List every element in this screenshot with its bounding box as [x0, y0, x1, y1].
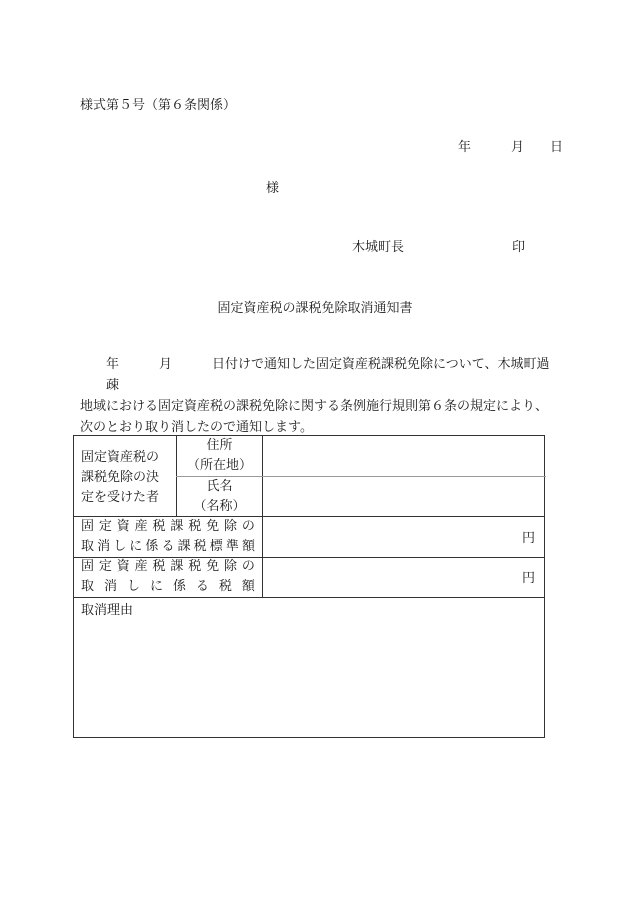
addressee-suffix: 様	[266, 181, 280, 196]
date-day: 日	[550, 140, 564, 155]
reason-value[interactable]	[75, 620, 543, 736]
date-line	[458, 136, 563, 155]
tax-amount-yen-unit: 円	[521, 571, 535, 586]
name-value[interactable]	[263, 477, 543, 516]
date-year: 年	[458, 140, 472, 155]
tax-base-yen-unit: 円	[521, 531, 535, 546]
seal-mark: 印	[512, 240, 526, 255]
form-number: 様式第５号（第６条関係）	[80, 98, 237, 113]
notice-body-line-1	[80, 354, 560, 396]
address-label: 住所 （所在地）	[186, 438, 252, 473]
body-line1-rest: 日付けで通知した固定資産税課税免除について、木城町過疎	[106, 357, 550, 393]
body-year: 年	[106, 357, 120, 372]
notice-form-table	[73, 435, 545, 738]
body-month: 月	[159, 357, 173, 372]
tax-base-value[interactable]	[263, 517, 543, 557]
address-value[interactable]	[263, 436, 543, 476]
notice-body-line-2: 地域における固定資産税の課税免除に関する条例施行規則第６条の規定により、	[80, 399, 549, 414]
name-label: 氏名 （名称）	[193, 479, 246, 514]
reason-label: 取消理由	[81, 603, 134, 618]
issuer-name: 木城町長	[352, 240, 405, 255]
notice-body	[80, 354, 560, 438]
tax-amount-value[interactable]	[263, 557, 543, 597]
recipient-label: 固定資産税の 課税免除の決 定を受けた者	[81, 450, 160, 505]
date-month: 月	[511, 140, 525, 155]
document-title: 固定資産税の課税免除取消通知書	[217, 301, 413, 316]
tax-amount-label: 固 定 資 産 税 課 税 免 除 の 取 消 し に 係 る 税 額	[81, 559, 255, 594]
tax-base-label: 固 定 資 産 税 課 税 免 除 の 取 消 し に 係 る 課 税 標 準 額	[81, 519, 255, 554]
notice-body-line-3: 次のとおり取り消したので通知します。	[80, 420, 313, 435]
